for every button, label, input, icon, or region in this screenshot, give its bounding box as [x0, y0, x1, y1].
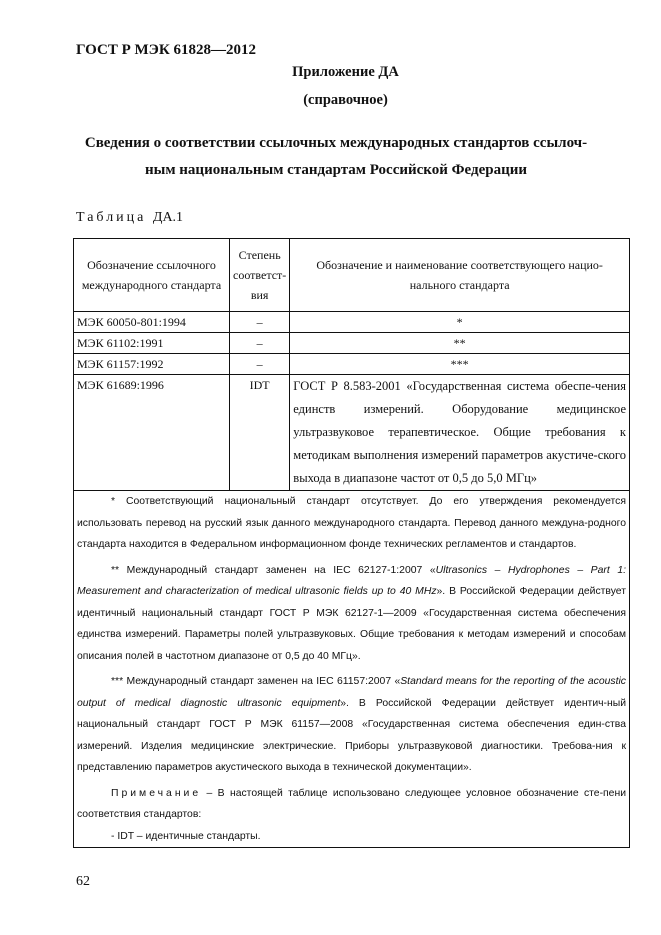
appendix-subtitle: (справочное)	[303, 92, 388, 108]
cell-national: **	[290, 333, 630, 354]
page-number: 62	[76, 874, 90, 889]
remark-item: - IDT – идентичные стандарты.	[111, 830, 261, 842]
cell-national: ***	[290, 354, 630, 375]
table-notes	[74, 491, 630, 848]
footnote-3: *** Международный стандарт заменен на IEC 61157:2007 «Standard means for the reporting of the acoustic output of medical diagnostic ultrasonic equipment». В Российской Федерации действует идентич-ный национальный стандарт ГОСТ Р МЭК 61157—2008 «Государственная система обеспечения един-ства измерений. Изделия медицинские электрические. Приборы ультразвуковой диагностики. Требова-ния к представлению параметров акустического выхода в технической документации».	[77, 676, 627, 773]
cell-degree: –	[230, 354, 290, 375]
cell-reference: МЭК 61102:1991	[74, 333, 230, 354]
appendix-title: Приложение ДА	[292, 64, 399, 80]
remark-text: – В настоящей таблице использовано следующее условное обозначение сте-пени соответствия стандартов:	[77, 787, 626, 820]
header-reference-standard: Обозначение ссылочного международного стандарта	[74, 239, 230, 312]
table-header-row	[74, 239, 630, 312]
table-row	[74, 354, 630, 375]
cell-national: ГОСТ Р 8.583-2001 «Государственная система обеспе-чения единств измерений. Оборудование медицинское ультразвуковое терапевтическое. Общие требования к методикам выполнения измерений параметров акустиче-ского выхода в диапазоне частот от 0,5 до 5,0 МГц»	[290, 375, 630, 491]
table-row	[74, 375, 630, 491]
header-national-standard: Обозначение и наименование соответствующего нацио-нального стандарта	[290, 239, 630, 312]
document-code: ГОСТ Р МЭК 61828—2012	[76, 42, 256, 58]
table-notes-row	[74, 491, 630, 848]
cell-reference: МЭК 60050-801:1994	[74, 312, 230, 333]
table-row	[74, 333, 630, 354]
footnote-2: ** Международный стандарт заменен на IEC 62127-1:2007 «Ultrasonics – Hydrophones – Part 1: Measurement and characterization of medical ultrasonic fields up to 40 MHz». В Российской Федерации действует идентичный национальный стандарт ГОСТ Р МЭК 62127-1—2009 «Государственная система обеспечения единства измерений. Параметры полей ультразвуковых. Общие требования к методам измерений и способам описания полей в частотном диапазоне от 0,5 до 40 МГц».	[77, 564, 626, 662]
remark-label: Примечание	[111, 787, 202, 799]
table-row	[74, 312, 630, 333]
cell-degree: –	[230, 312, 290, 333]
cell-reference: МЭК 61689:1996	[74, 375, 230, 491]
header-degree: Степень соответст-вия	[230, 239, 290, 312]
footnote-1: * Соответствующий национальный стандарт отсутствует. До его утверждения рекомендуется использовать перевод на русский язык данного международного стандарта. Перевод данного междуна-родного стандарта находится в Федеральном информационном фонде технических регламентов и стандартов.	[77, 496, 626, 550]
table-caption-prefix: Таблица	[76, 210, 147, 225]
cell-national: *	[290, 312, 630, 333]
cell-degree: –	[230, 333, 290, 354]
cell-degree: IDT	[230, 375, 290, 491]
table-remark	[77, 783, 626, 826]
section-title: Сведения о соответствии ссылочных международных стандартов ссылоч-ным национальным стандартам Российской Федерации	[84, 135, 588, 178]
correspondence-table	[73, 238, 630, 848]
table-caption-number: ДА.1	[152, 210, 184, 225]
cell-reference: МЭК 61157:1992	[74, 354, 230, 375]
table-caption	[76, 210, 183, 226]
